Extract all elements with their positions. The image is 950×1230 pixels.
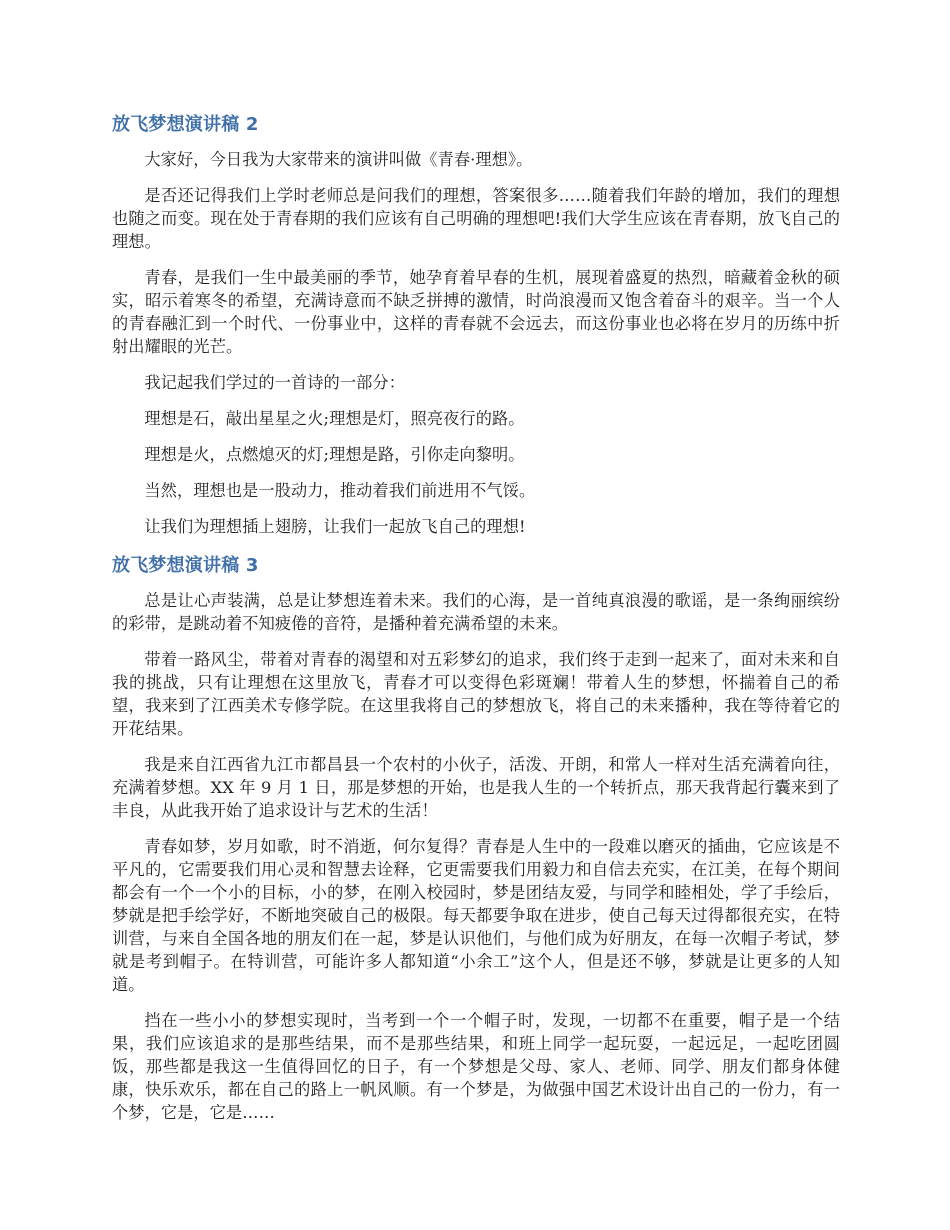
speech-section-2 (112, 110, 840, 538)
paragraph: 挡在一些小小的梦想实现时，当考到一个一个帽子时，发现，一切都不在重要，帽子是一个结果，我们应该追求的是那些结果，而不是那些结果，和班上同学一起玩耍，一起远足，一起吃团圆饭，那些都是我这一生值得回忆的日子，有一个梦想是父母、家人、老师、同学、朋友们都身体健康，快乐欢乐，都在自己的路上一帆风顺。有一个梦是，为做强中国艺术设计出自己的一份力，有一个梦，它是，它是…… (112, 1011, 840, 1122)
section-heading: 放飞梦想演讲稿 3 (112, 555, 259, 576)
document-page (112, 110, 840, 1137)
section-heading: 放飞梦想演讲稿 2 (112, 114, 259, 135)
paragraph: 大家好，今日我为大家带来的演讲叫做《青春·理想》。 (144, 150, 533, 169)
paragraph: 带着一路风尘，带着对青春的渴望和对五彩梦幻的追求，我们终于走到一起来了，面对未来和自我的挑战，只有让理想在这里放飞，青春才可以变得色彩斑斓！带着人生的梦想，怀揣着自己的希望，我来到了江西美术专修学院。在这里我将自己的梦想放飞，将自己的未来播种，我在等待着它的开花结果。 (112, 650, 840, 738)
paragraph: 我是来自江西省九江市都昌县一个农村的小伙子，活泼、开朗，和常人一样对生活充满着向往，充满着梦想。XX 年 9 月 1 日，那是梦想的开始，也是我人生的一个转折点，那天我背起行囊来到了丰良，从此我开始了追求设计与艺术的生活！ (112, 755, 840, 820)
paragraph: 是否还记得我们上学时老师总是问我们的理想，答案很多……随着我们年龄的增加，我们的理想也随之而变。现在处于青春期的我们应该有自己明确的理想吧!我们大学生应该在青春期，放飞自己的理想。 (112, 186, 840, 251)
paragraph: 我记起我们学过的一首诗的一部分： (144, 373, 405, 392)
poem-line: 理想是火，点燃熄灭的灯;理想是路，引你走向黎明。 (144, 445, 525, 464)
paragraph: 总是让心声装满，总是让梦想连着未来。我们的心海，是一首纯真浪漫的歌谣，是一条绚丽缤纷的彩带，是跳动着不知疲倦的音符，是播种着充满希望的未来。 (112, 591, 840, 633)
paragraph: 让我们为理想插上翅膀，让我们一起放飞自己的理想! (144, 517, 526, 536)
paragraph: 青春，是我们一生中最美丽的季节，她孕育着早春的生机，展现着盛夏的热烈，暗藏着金秋的硕实，昭示着寒冬的希望，充满诗意而不缺乏拼搏的激情，时尚浪漫而又饱含着奋斗的艰辛。当一个人的青春融汇到一个时代、一份事业中，这样的青春就不会远去，而这份事业也必将在岁月的历练中折射出耀眼的光芒。 (112, 268, 840, 356)
speech-section-3 (112, 551, 840, 1124)
poem-line: 理想是石，敲出星星之火;理想是灯，照亮夜行的路。 (144, 409, 525, 428)
paragraph: 当然，理想也是一股动力，推动着我们前进用不气馁。 (144, 481, 536, 500)
paragraph: 青春如梦，岁月如歌，时不消逝，何尔复得？青春是人生中的一段难以磨灭的插曲，它应该是不平凡的，它需要我们用心灵和智慧去诠释，它更需要我们用毅力和自信去充实，在江美，在每个期间都会有一个一个小的目标，小的梦，在刚入校园时，梦是团结友爱，与同学和睦相处，学了手绘后，梦就是把手绘学好，不断地突破自己的极限。每天都要争取在进步，使自己每天过得都很充实，在特训营，与来自全国各地的朋友们在一起，梦是认识他们，与他们成为好朋友，在每一次帽子考试，梦就是考到帽子。在特训营，可能许多人都知道“小余工”这个人，但是还不够，梦就是让更多的人知道。 (112, 837, 840, 994)
